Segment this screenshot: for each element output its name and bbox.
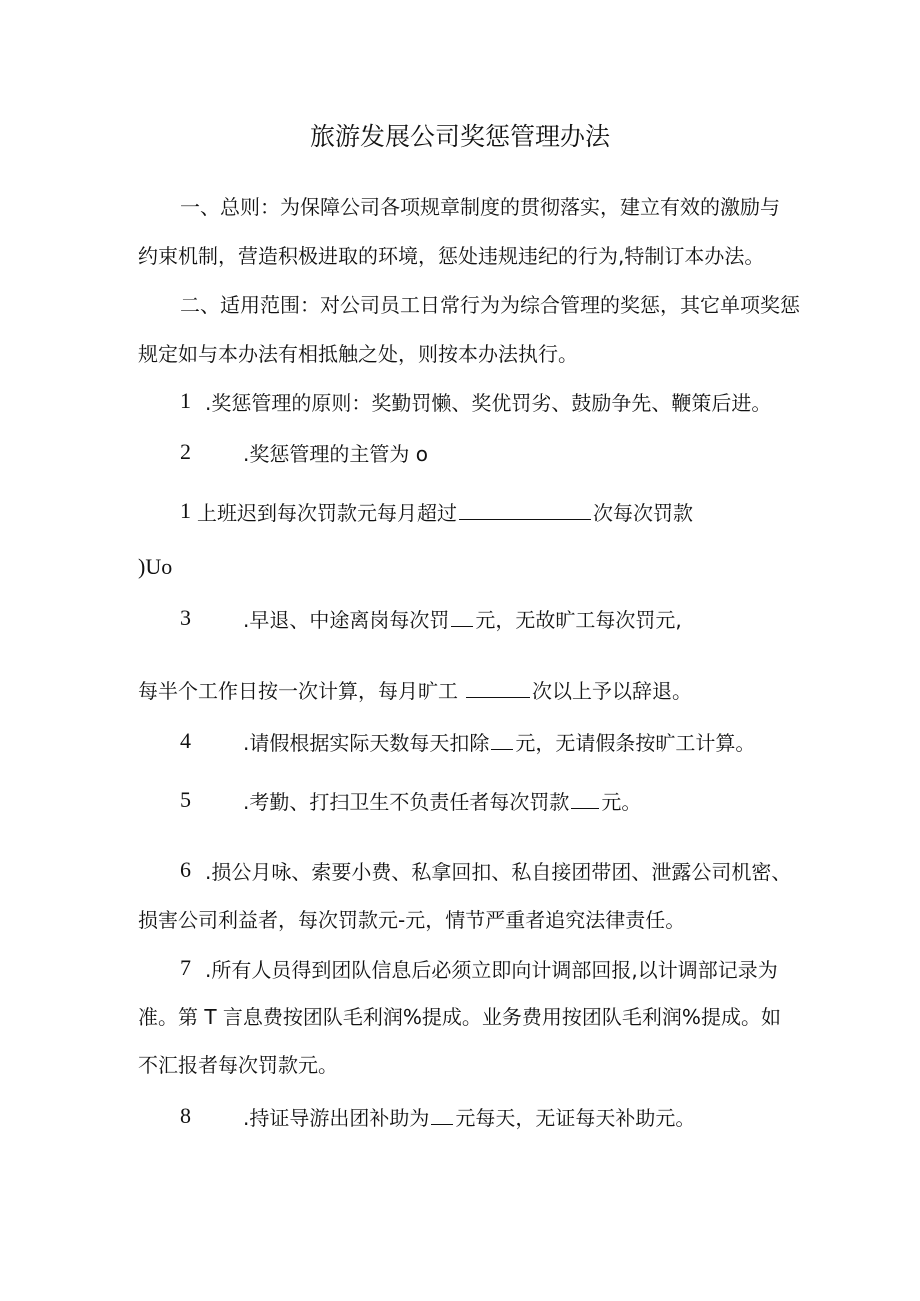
- item-4-line: [243, 729, 755, 757]
- late-rule-line: [197, 499, 693, 527]
- early-leave-blank: [451, 608, 473, 627]
- guide-allowance-blank: [431, 1106, 453, 1125]
- item-3-continuation: [138, 677, 692, 705]
- late-rule-continuation: )Uo: [138, 554, 173, 579]
- item-4-text-b: 元，无请假条按旷工计算。: [515, 731, 756, 755]
- item-2-text: .奖惩管理的主管为 o: [243, 442, 428, 466]
- item-6-text: .损公月咏、索要小费、私拿回扣、私自接团带团、泄露公司机密、: [205, 860, 792, 884]
- item-7-text: .所有人员得到团队信息后必须立即向计调部回报,以计调部记录为: [205, 958, 778, 982]
- item-8-text-a: .持证导游出团补助为: [243, 1106, 430, 1130]
- item-8-number: 8: [180, 1103, 191, 1128]
- item-3-cont-b: 次以上予以辞退。: [532, 679, 692, 703]
- item-3-number: 3: [180, 605, 191, 630]
- general-line-1: 一、总则：为保障公司各项规章制度的贯彻落实，建立有效的激励与: [180, 195, 780, 219]
- item-5-text-b: 元。: [601, 790, 642, 814]
- item-2-number: 2: [180, 439, 191, 464]
- item-8-text-b: 元每天，无证每天补助元。: [455, 1106, 696, 1130]
- item-5-line: [243, 788, 641, 816]
- late-rule-text-b: 次每次罚款: [593, 501, 693, 525]
- item-3-text-a: .早退、中途离岗每次罚: [243, 608, 450, 632]
- document-title: 旅游发展公司奖惩管理办法: [309, 122, 610, 151]
- attendance-fine-blank: [571, 790, 599, 809]
- scope-line-1: 二、适用范围：对公司员工日常行为为综合管理的奖惩，其它单项奖惩: [180, 293, 800, 317]
- item-4-number: 4: [180, 728, 191, 753]
- late-count-blank: [459, 501, 591, 520]
- item-4-text-a: .请假根据实际天数每天扣除: [243, 731, 490, 755]
- general-line-2: 约束机制，营造积极进取的环境，惩处违规违纪的行为,特制订本办法。: [138, 244, 765, 268]
- item-8-line: [243, 1104, 695, 1132]
- late-rule-number: 1: [180, 498, 191, 523]
- late-rule-text-a: 上班迟到每次罚款元每月超过: [197, 501, 457, 525]
- item-6-continuation: 损害公司利益者，每次罚款元-元，情节严重者追究法律责任。: [138, 908, 686, 932]
- item-5-text-a: .考勤、打扫卫生不负责任者每次罚款: [243, 790, 570, 814]
- item-7-continuation-1: 准。第 T 言息费按团队毛利润%提成。业务费用按团队毛利润%提成。如: [138, 1005, 781, 1029]
- item-3-text-b: 元，无故旷工每次罚元,: [475, 608, 682, 632]
- scope-line-2: 规定如与本办法有相抵触之处，则按本办法执行。: [138, 342, 578, 366]
- absence-count-blank: [466, 679, 530, 698]
- item-1-text: .奖惩管理的原则：奖勤罚懒、奖优罚劣、鼓励争先、鞭策后进。: [205, 391, 772, 415]
- item-5-number: 5: [180, 787, 191, 812]
- item-7-number: 7: [180, 955, 191, 980]
- item-3-line: [243, 606, 682, 634]
- leave-deduction-blank: [491, 731, 513, 750]
- item-7-continuation-2: 不汇报者每次罚款元。: [138, 1053, 338, 1077]
- item-3-cont-a: 每半个工作日按一次计算，每月旷工: [138, 679, 458, 703]
- item-1-number: 1: [180, 388, 191, 413]
- item-6-number: 6: [180, 857, 191, 882]
